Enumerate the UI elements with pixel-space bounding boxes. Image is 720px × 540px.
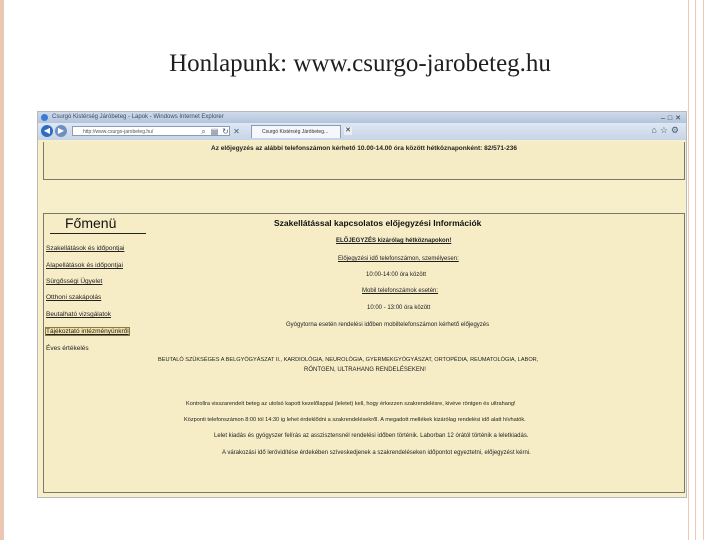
slide-right-border-line [695,0,696,540]
ie-logo-icon [41,114,48,121]
tab-close-icon[interactable]: ✕ [345,127,351,134]
stop-icon[interactable]: ✕ [233,127,240,136]
phone-notice: Az előjegyzés az alábbi telefonszámon kérhető 10.00-14.00 óra között hétköznaponként: 82/571-236 [211,145,517,152]
menu-item-specialist-care[interactable]: Szakellátások és időpontjai [46,245,125,252]
info-line-physio: Gyógytorna esetén rendelési időben mobiltelefonszámon kérhető előjegyzés [286,322,490,328]
slide-right-border-line [688,0,689,540]
info-line-results: Lelet kiadás és gyógyszer felírás az asszisztensnél rendelési időben történik. Laborban 12 órától történik a leletkiadás. [214,433,529,439]
browser-tab[interactable]: Csurgó Kistérség Járóbeteg... [251,125,341,138]
slide-title: Honlapunk: www.csurgo-jarobeteg.hu [169,50,551,77]
slide-right-border-line [703,0,704,540]
info-line-waiting: A várakozási idő lerövidítése érdekében szíveskedjenek a szakrendeléseken időpontot egyeztetni, előjegyzést kérni. [222,450,531,456]
window-title: Csurgó Kistérség Járóbeteg - Lapok - Windows Internet Explorer [52,114,224,120]
menu-item-examinations[interactable]: Beutalható vizsgálatok [46,311,112,318]
search-icon[interactable]: ⌕ [201,127,206,136]
info-line-control: Kontrollra visszarendelt beteg az utolsó kapott kezelőlappal (leletet) kell, hogy érkezzen szakrendelésre, kivéve röntgen és ultrahang! [186,401,516,407]
menu-item-annual-report[interactable]: Éves értékelés [46,345,89,352]
toolbar-right-icons[interactable]: ⌂☆⚙ [651,125,682,135]
window-titlebar [38,112,686,123]
info-line-booking-time: Előjegyzési idő telefonszámon, személyesen: [338,256,459,262]
info-title: Szakellátással kapcsolatos előjegyzési Információk [274,218,482,228]
main-menu-heading: Főmenü [65,215,117,231]
slide-left-border [0,0,4,540]
info-line-referral-cont: RÖNTGEN, ULTRAHANG RENDELÉSEKEN! [304,367,426,373]
menu-item-emergency[interactable]: Sürgősségi Ügyelet [46,278,103,285]
info-line-referral: BEUTALÓ SZÜKSÉGES A BELGYÓGYÁSZAT II., KARDIOLÓGIA, NEUROLÓGIA, GYERMEKGYÓGYÁSZAT, ORTOPÉDIA, REUMATOLÓGIA, LABOR, [158,357,539,363]
info-line-hours: 10:00-14:00 óra között [366,272,427,278]
compatibility-icon[interactable]: ▤ [210,127,219,136]
menu-item-home-nursing[interactable]: Otthoni szakápolás [46,294,102,301]
back-arrow-icon[interactable]: ◀ [41,125,53,137]
window-controls[interactable]: –□✕ [661,115,684,122]
refresh-icon[interactable]: ↻ [222,127,229,136]
browser-screenshot [37,111,687,498]
info-line-mobile-hours: 10:00 - 13:00 óra között [367,305,431,311]
menu-item-primary-care[interactable]: Alapellátások és időpontjai [46,262,123,269]
info-line-central-phone: Központi telefonszámon 8:00 tól 14:30 ig lehet érdeklődni a szakrendelésekről. A megadott mellékek kizárólag rendelési idő alatt hívhatók. [184,417,526,423]
menu-divider [50,233,146,234]
menu-item-institution-info[interactable]: Tájékoztató intézményünkről [46,328,129,335]
main-content-box [43,213,685,493]
phone-notice-box [43,142,685,180]
info-line-mobile: Mobil telefonszámok esetén: [362,288,439,294]
forward-arrow-icon[interactable]: ▶ [55,125,67,137]
info-line-weekdays: ELŐJEGYZÉS kizárólag hétköznapokon! [336,238,452,244]
address-bar[interactable]: http://www.csurgo-jarobeteg.hu/ [72,126,230,136]
navigation-bar [38,123,686,140]
